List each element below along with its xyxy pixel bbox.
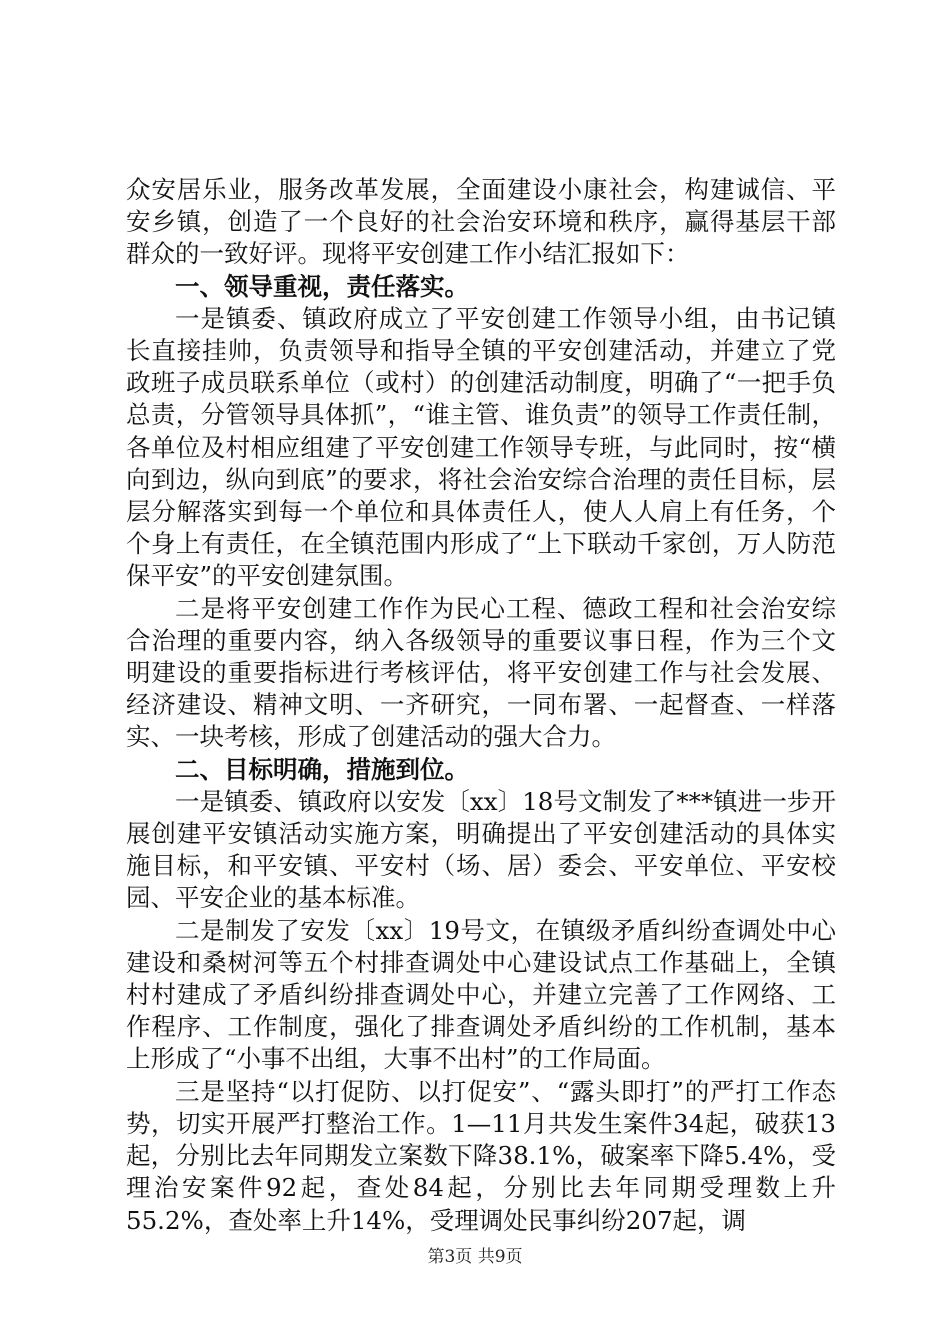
body-text [126,174,836,1237]
paragraph-intro-continuation: 众安居乐业，服务改革发展，全面建设小康社会，构建诚信、平安乡镇，创造了一个良好的社会治安环境和秩序，赢得基层干部群众的一致好评。现将平安创建工作小结汇报如下： [126,175,836,269]
paragraph-2-1: 一是镇委、镇政府以安发〔xx〕18号文制发了***镇进一步开展创建平安镇活动实施方案，明确提出了平安创建活动的具体实施目标，和平安镇、平安村（场、居）委会、平安单位、平安校园、平安企业的基本标准。 [126,786,836,913]
section-heading-1: 一、领导重视，责任落实。 [175,271,469,301]
page-footer: 第3页 共9页 [427,1247,523,1267]
paragraph-2-2: 二是制发了安发〔xx〕19号文，在镇级矛盾纠纷查调处中心建设和桑树河等五个村排查调处中心建设试点工作基础上，全镇村村建成了矛盾纠纷排查调处中心，并建立完善了工作网络、工作程序、工作制度，强化了排查调处矛盾纠纷的工作机制，基本上形成了“小事不出组，大事不出村”的工作局面。 [126,915,836,1074]
section-heading-2: 二、目标明确，措施到位。 [175,754,469,784]
paragraph-1-2: 二是将平安创建工作作为民心工程、德政工程和社会治安综合治理的重要内容，纳入各级领导的重要议事日程，作为三个文明建设的重要指标进行考核评估，将平安创建工作与社会发展、经济建设、精神文明、一齐研究，一同布署、一起督查、一样落实、一块考核，形成了创建活动的强大合力。 [126,593,836,752]
paragraph-1-1: 一是镇委、镇政府成立了平安创建工作领导小组，由书记镇长直接挂帅，负责领导和指导全镇的平安创建活动，并建立了党政班子成员联系单位（或村）的创建活动制度，明确了“一把手负总责，分管领导具体抓”，“谁主管、谁负责”的领导工作责任制，各单位及村相应组建了平安创建工作领导专班，与此同时，按“横向到边，纵向到底”的要求，将社会治安综合治理的责任目标，层层分解落实到每一个单位和具体责任人，使人人肩上有任务，个个身上有责任，在全镇范围内形成了“上下联动千家创，万人防范保平安”的平安创建氛围。 [126,303,836,591]
paragraph-2-3: 三是坚持“以打促防、以打促安”、“露头即打”的严打工作态势，切实开展严打整治工作。1—11月共发生案件34起，破获13起，分别比去年同期发立案数下降38.1%，破案率下降5.4%，受理治安案件92起，查处84起，分别比去年同期受理数上升55.2%，查处率上升14%，受理调处民事纠纷207起，调 [126,1076,836,1235]
